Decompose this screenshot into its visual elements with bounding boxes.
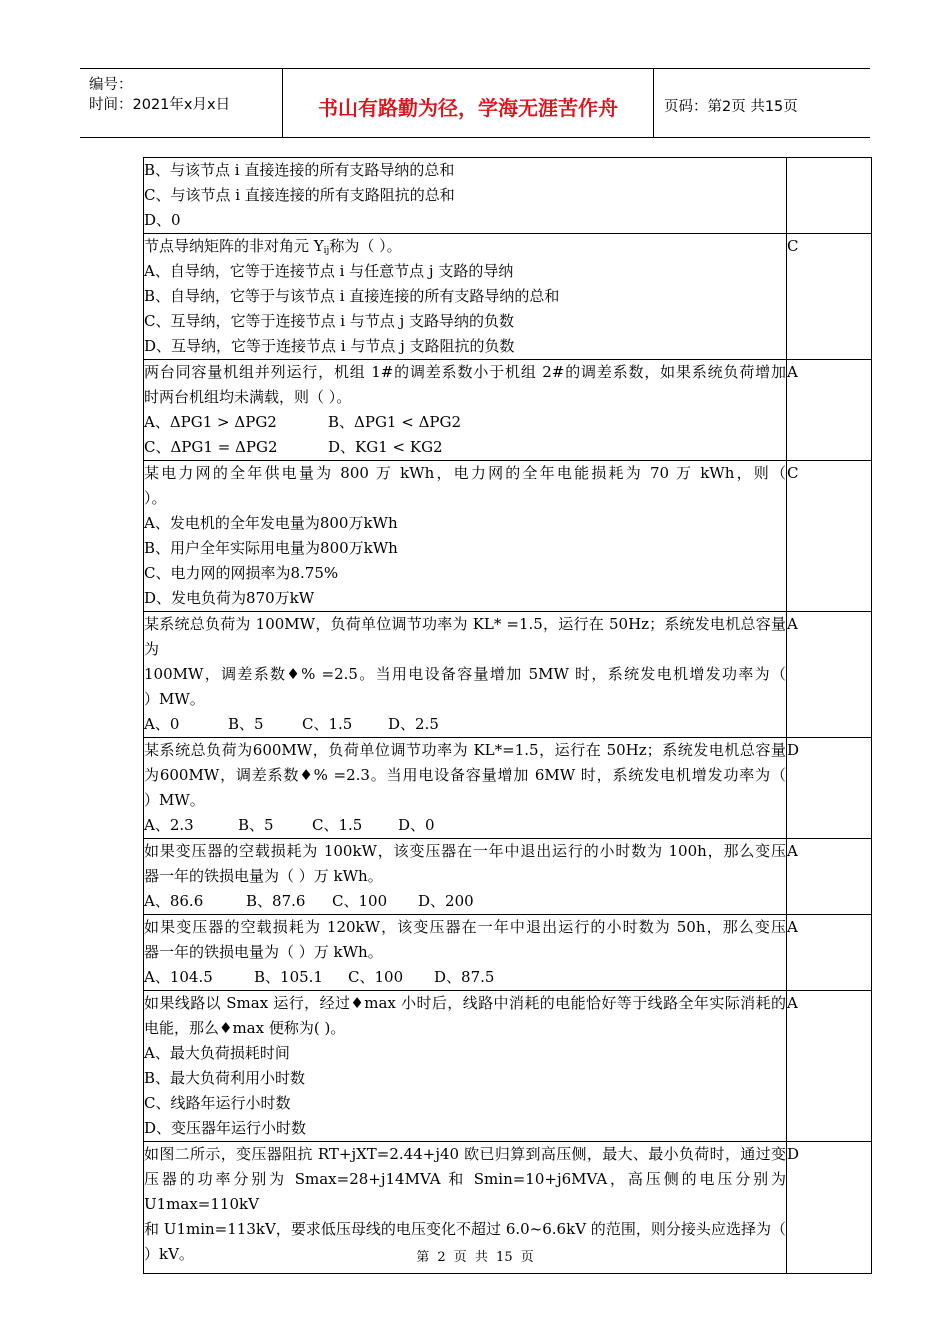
question-stem-cont: ）kV。	[144, 1245, 194, 1263]
option-line: A、发电机的全年发电量为800万kWh	[144, 514, 398, 532]
question-stem: 某系统总负荷为600MW，负荷单位调节功率为 KL*=1.5，运行在 50Hz；系统发电机总容量	[144, 741, 786, 759]
time-label: 时间：2021年x月x日	[89, 97, 231, 113]
question-row	[144, 612, 872, 738]
question-stem-cont: 和 U1min=113kV，要求低压母线的电压变化不超过 6.0~6.6kV 的范围，则分接头应选择为（	[144, 1220, 786, 1238]
question-stem: 如果变压器的空载损耗为 100kW，该变压器在一年中退出运行的小时数为 100h，那么变压	[144, 842, 786, 860]
question-stem-cont: 器一年的铁损电量为（ ）万 kWh。	[144, 867, 383, 885]
option-line: D、互导纳，它等于连接节点 i 与节点 j 支路阻抗的负数	[144, 337, 515, 355]
option-line: D、0	[144, 211, 181, 229]
question-cell	[144, 612, 787, 738]
option: C、1.5	[302, 715, 353, 733]
answer-cell: A	[787, 915, 872, 991]
header-motto-cell	[283, 69, 654, 137]
options-row	[144, 410, 786, 435]
option-line: A、自导纳，它等于连接节点 i 与任意节点 j 支路的导纳	[144, 262, 514, 280]
header-meta-cell	[80, 69, 283, 137]
option: C、1.5	[312, 816, 363, 834]
option: D、200	[418, 892, 474, 910]
question-row	[144, 991, 872, 1142]
answer-cell: A	[787, 991, 872, 1142]
motto: 书山有路勤为径，学海无涯苦作舟	[318, 96, 618, 120]
question-row	[144, 839, 872, 915]
question-stem: 如果线路以 Smax 运行，经过♦max 小时后，线路中消耗的电能恰好等于线路全年实际消耗的	[144, 994, 786, 1012]
question-stem-cont: 100MW，调差系数♦% =2.5。当用电设备容量增加 5MW 时，系统发电机增发功率为（	[144, 665, 786, 683]
question-stem-cont: 压器的功率分别为 Smax=28+j14MVA 和 Smin=10+j6MVA，高压侧的电压分别为 U1max=110kV	[144, 1170, 786, 1213]
question-stem: 节点导纳矩阵的非对角元 $Y_{ij}$称为（ ）。	[144, 237, 402, 256]
answer-cell: A	[787, 360, 872, 461]
question-stem: 如图二所示，变压器阻抗 RT+jXT=2.44+j40 欧已归算到高压侧，最大、最小负荷时，通过变	[144, 1145, 786, 1163]
question-stem-cont: 电能，那么♦max 便称为( )。	[144, 1019, 346, 1037]
option: C、100	[332, 892, 388, 910]
question-stem-cont: 器一年的铁损电量为（ ）万 kWh。	[144, 943, 383, 961]
option-line: B、最大负荷利用小时数	[144, 1069, 306, 1087]
question-stem-cont: ）。	[144, 489, 167, 507]
option: B、ΔPG1 < ΔPG2	[328, 413, 462, 431]
option: B、87.6	[246, 892, 306, 910]
question-row	[144, 158, 872, 234]
question-stem-cont: ）MW。	[144, 791, 205, 809]
option: C、ΔPG1 = ΔPG2	[144, 438, 278, 456]
question-stem-cont: 为600MW，调差系数♦% =2.3。当用电设备容量增加 6MW 时，系统发电机增发功率为（	[144, 766, 786, 784]
question-stem-cont: 时两台机组均未满载，则（ ）。	[144, 388, 352, 406]
option: B、5	[238, 816, 274, 834]
question-cell	[144, 360, 787, 461]
question-cell	[144, 915, 787, 991]
question-row	[144, 738, 872, 839]
question-row	[144, 461, 872, 612]
question-table	[143, 157, 872, 1274]
option-line: C、互导纳，它等于连接节点 i 与节点 j 支路导纳的负数	[144, 312, 514, 330]
options-row	[144, 435, 786, 460]
option-line: A、最大负荷损耗时间	[144, 1044, 290, 1062]
options-row	[144, 813, 786, 838]
answer-cell: C	[787, 461, 872, 612]
question-stem: 某电力网的全年供电量为 800 万 kWh，电力网的全年电能损耗为 70 万 kWh，则（	[144, 464, 786, 482]
answer-cell: A	[787, 839, 872, 915]
question-cell	[144, 738, 787, 839]
option: D、87.5	[434, 968, 495, 986]
question-stem: 某系统总负荷为 100MW，负荷单位调节功率为 KL* =1.5，运行在 50Hz；系统发电机总容量为	[144, 615, 786, 658]
question-cell	[144, 234, 787, 360]
option-line: C、线路年运行小时数	[144, 1094, 291, 1112]
question-row	[144, 234, 872, 360]
option: B、105.1	[254, 968, 323, 986]
answer-cell	[787, 158, 872, 234]
option: A、ΔPG1 > ΔPG2	[144, 413, 277, 431]
option: A、104.5	[144, 968, 213, 986]
option-line: B、与该节点 i 直接连接的所有支路导纳的总和	[144, 161, 455, 179]
option-line: D、发电负荷为870万kW	[144, 589, 315, 607]
page-header	[80, 68, 870, 138]
page-footer: 第 2 页 共 15 页	[416, 1250, 534, 1265]
question-cell	[144, 991, 787, 1142]
option: A、0	[144, 715, 180, 733]
number-label: 编号：	[89, 77, 133, 93]
question-cell	[144, 461, 787, 612]
option: C、100	[348, 968, 404, 986]
option: B、5	[228, 715, 264, 733]
options-row	[144, 712, 786, 737]
question-row	[144, 360, 872, 461]
option: D、2.5	[388, 715, 439, 733]
options-row	[144, 965, 786, 990]
option: D、KG1 < KG2	[328, 438, 443, 456]
header-page-cell	[654, 69, 870, 137]
option-line: C、电力网的网损率为8.75%	[144, 564, 339, 582]
option: A、2.3	[144, 816, 194, 834]
question-stem: 如果变压器的空载损耗为 120kW，该变压器在一年中退出运行的小时数为 50h，那么变压	[144, 918, 786, 936]
answer-cell: C	[787, 234, 872, 360]
answer-cell: A	[787, 612, 872, 738]
option-line: B、用户全年实际用电量为800万kWh	[144, 539, 398, 557]
question-row	[144, 915, 872, 991]
option-line: C、与该节点 i 直接连接的所有支路阻抗的总和	[144, 186, 455, 204]
option-line: D、变压器年运行小时数	[144, 1119, 307, 1137]
page-number-label: 页码：第2页 共15页	[664, 99, 798, 115]
answer-cell: D	[787, 1142, 872, 1274]
option: A、86.6	[144, 892, 204, 910]
option-line: B、自导纳，它等于与该节点 i 直接连接的所有支路导纳的总和	[144, 287, 560, 305]
question-stem: 两台同容量机组并列运行，机组 1#的调差系数小于机组 2#的调差系数，如果系统负荷增加	[144, 363, 786, 381]
question-stem-cont: ）MW。	[144, 690, 205, 708]
option: D、0	[398, 816, 435, 834]
answer-cell: D	[787, 738, 872, 839]
question-cell	[144, 839, 787, 915]
question-cell	[144, 158, 787, 234]
options-row	[144, 889, 786, 914]
